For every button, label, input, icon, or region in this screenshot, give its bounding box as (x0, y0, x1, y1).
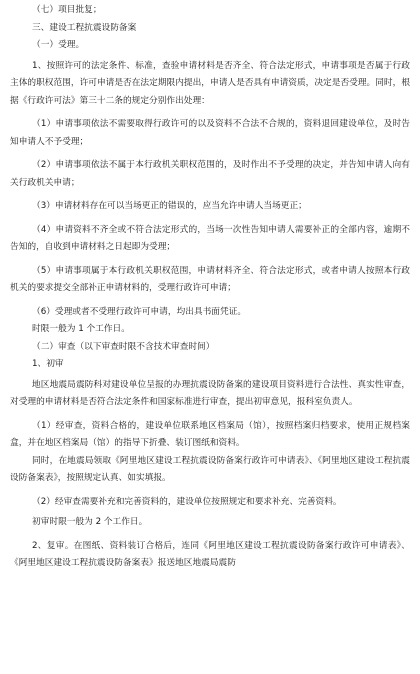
paragraph-initial-review: 地区地震局震防科对建设单位呈报的办理抗震设防备案的建设项目资料进行合法性、真实性审查，对受理的申请材料是否符合法定条件和国家标准进行审查，提出初审意见，报科室负责人。 (10, 379, 410, 407)
paragraph-item-3: （3）申请材料存在可以当场更正的错误的，应当允许申请人当场更正； (32, 201, 307, 211)
paragraph-time-limit-1: 时限一般为 1 个工作日。 (32, 324, 130, 334)
paragraph-re-review: 2、复审。在图纸、资料装订合格后，连同《阿里地区建设工程抗震设防备案行政许可申请表》、《阿里地区建设工程抗震设防备案表》报送地区地震局震防 (10, 540, 410, 568)
paragraph-item-6: （6）受理或者不受理行政许可申请，均出具书面凭证。 (32, 306, 247, 317)
paragraph-time-limit-2: 初审时限一般为 2 个工作日。 (32, 517, 148, 527)
paragraph-review-item-2: （2）经审查需要补充和完善资料的，建设单位按照规定和要求补充、完善资料。 (32, 496, 342, 507)
section-heading-seismic-filing: 三、建设工程抗震设防备案 (32, 22, 137, 33)
subheading-acceptance: （一）受理。 (32, 40, 85, 50)
paragraph-acceptance-intro: 1、按照许可的法定条件、标准，查验申请材料是否齐全、符合法定形式，申请事项是否属于行政主体的职权范围，许可申请是否在法定期限内提出，申请人是否具有申请资质，决定是否受理。同时，根据《行政许可法》第三十二条的规定分别作出处理： (10, 60, 410, 106)
paragraph-item-2: （2）申请事项依法不属于本行政机关职权范围的，及时作出不予受理的决定，并告知申请人向有关行政机关申请； (10, 160, 410, 188)
subheading-initial-review: 1、初审 (32, 359, 64, 369)
line-project-approval: （七）项目批复； (32, 5, 102, 15)
paragraph-item-1: （1）申请事项依法不需要取得行政许可的以及资料不合法不合规的，资料退回建设单位，及时告知申请人不予受理； (10, 119, 410, 147)
subheading-review: （二）审查（以下审查时限不含技术审查时间） (32, 341, 215, 352)
paragraph-review-forms: 同时，在地震局领取《阿里地区建设工程抗震设防备案行政许可申请表》、《阿里地区建设工程抗震设防备案表》，按照规定认真、如实填报。 (10, 455, 410, 483)
paragraph-item-4: （4）申请资料不齐全或不符合法定形式的，当场一次性告知申请人需要补正的全部内容，逾期不告知的，自收到申请材料之日起即为受理； (10, 224, 410, 252)
paragraph-review-item-1: （1）经审查，资料合格的，建设单位联系地区档案局（馆），按照档案归档要求，使用正规档案盒，并在地区档案局（馆）的指导下折叠、装订图纸和资料。 (10, 420, 410, 448)
paragraph-item-5: （5）申请事项属于本行政机关职权范围，申请材料齐全、符合法定形式，或者申请人按照本行政机关的要求提交全部补正申请材料的，受理行政许可申请； (10, 265, 410, 293)
